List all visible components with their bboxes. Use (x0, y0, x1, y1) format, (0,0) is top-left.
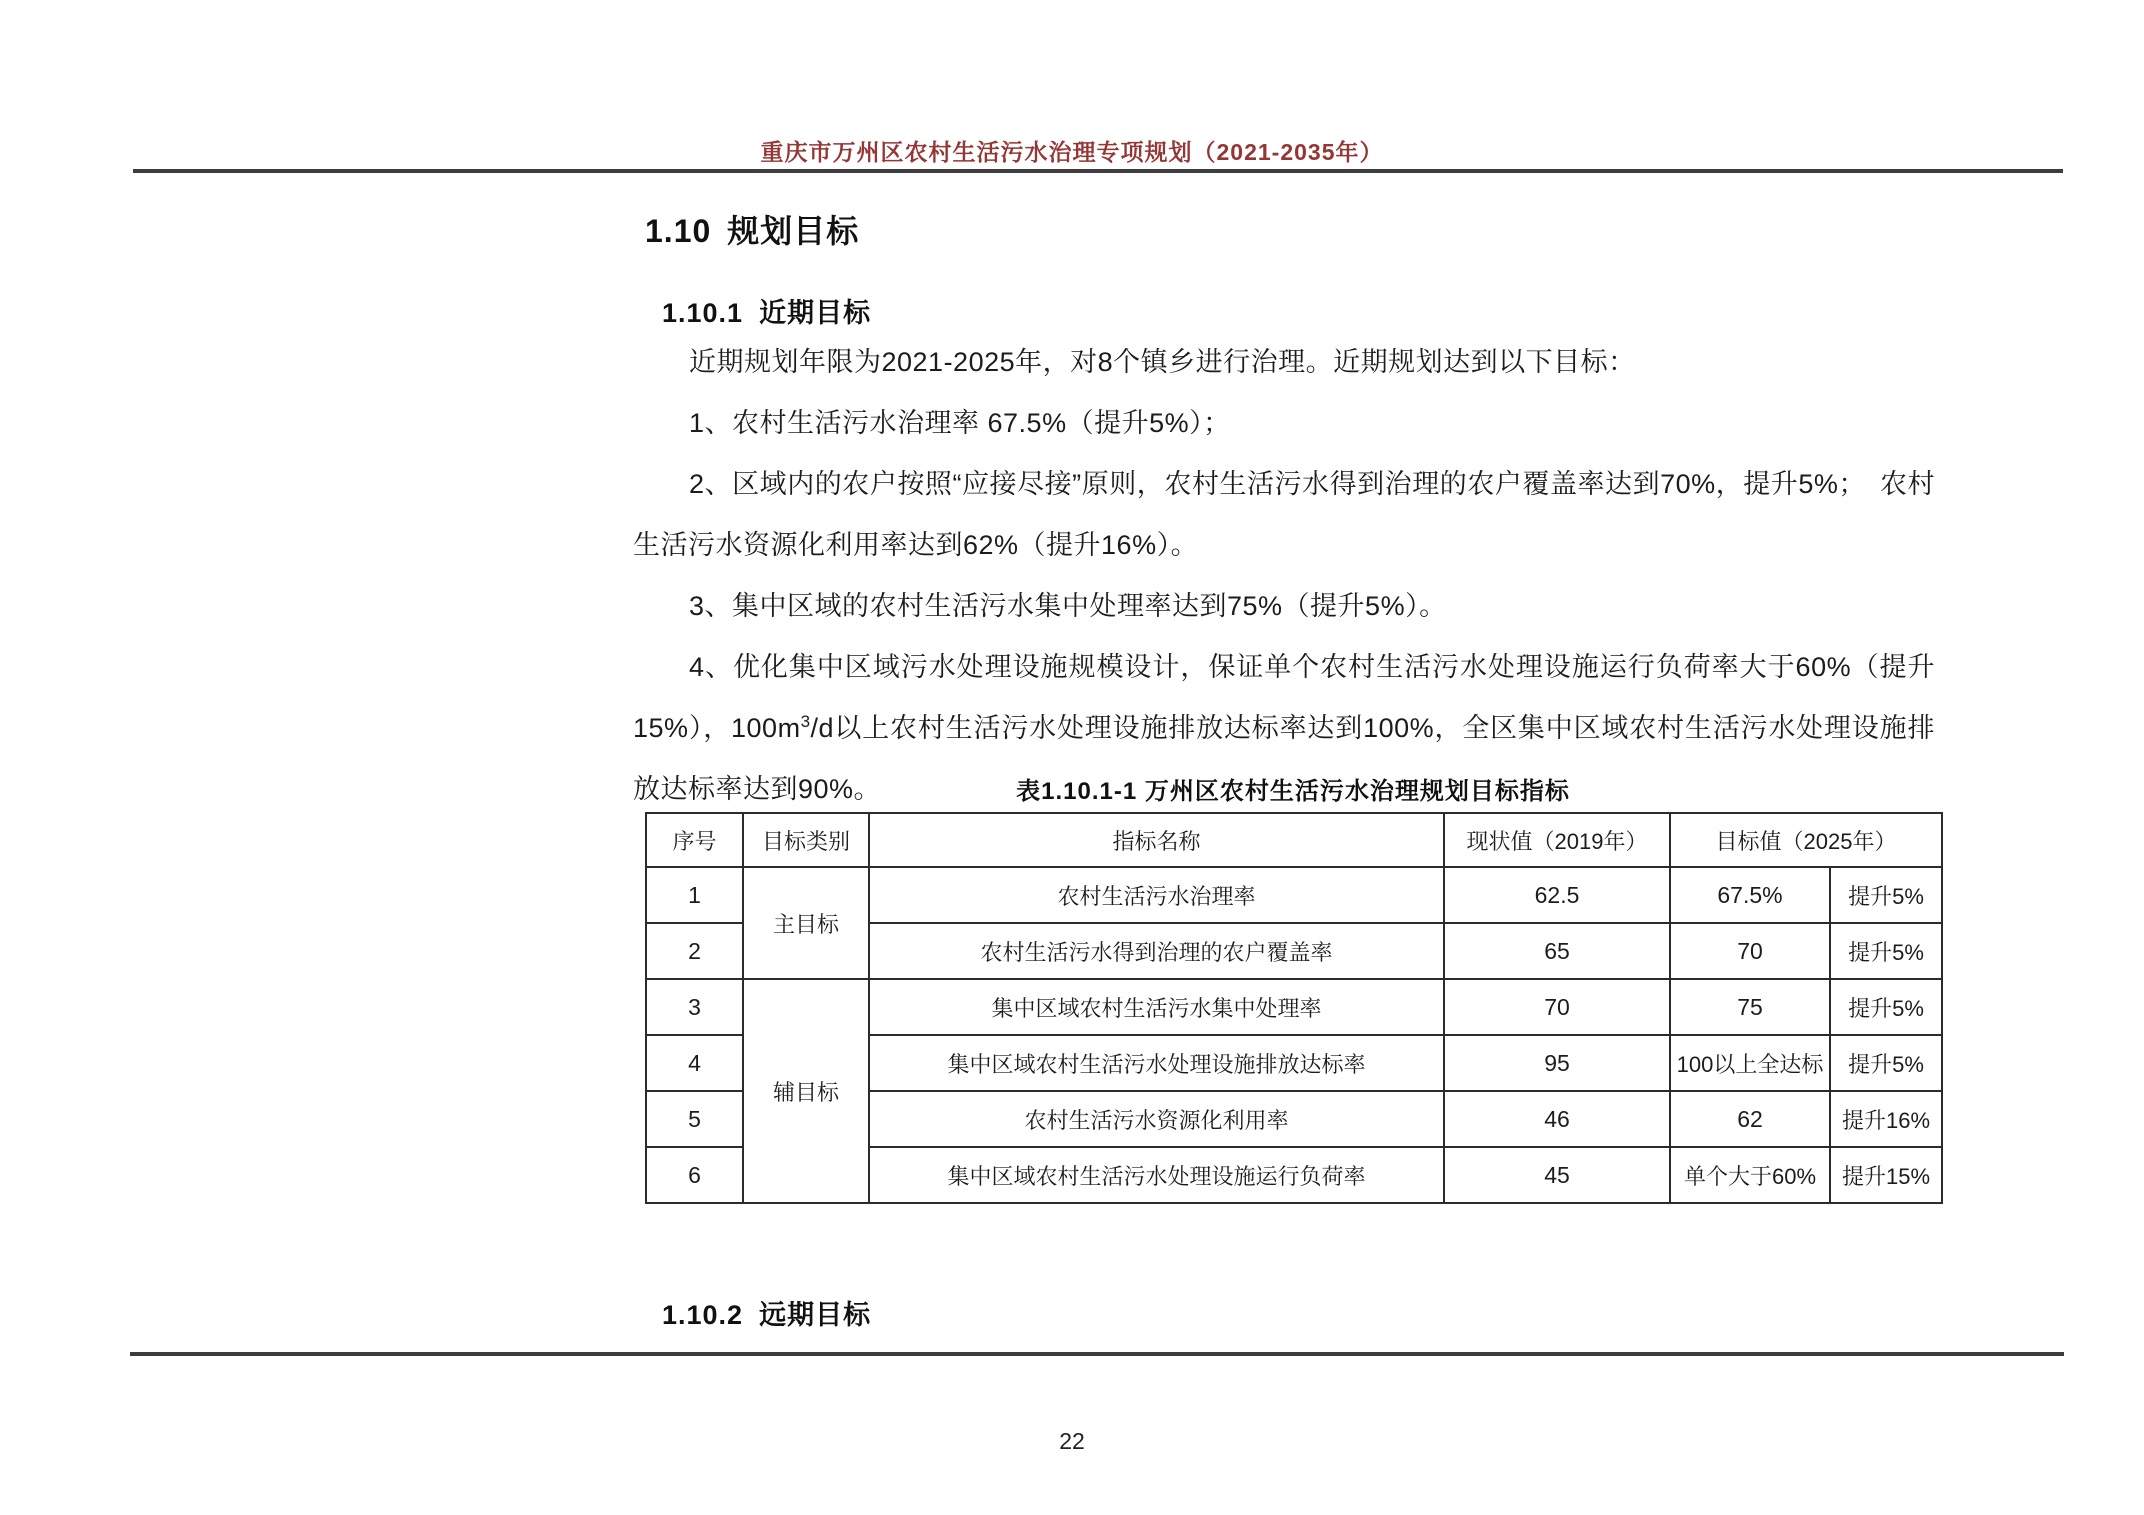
cell-current: 65 (1444, 923, 1670, 979)
cell-note: 提升5% (1830, 923, 1942, 979)
goal-4-text-cont: /d以上农村生活污水处理设施排放达标率达到100%，全区集中区域农村生活污水处理设施排放达标率达到90%。 (633, 713, 1935, 804)
col-header-indicator: 指标名称 (869, 813, 1444, 867)
section-title: 规划目标 (727, 213, 860, 249)
cell-no: 3 (646, 979, 743, 1035)
goals-table (645, 812, 1943, 1204)
section-title: 近期目标 (759, 298, 872, 328)
cell-current: 70 (1444, 979, 1670, 1035)
cell-no: 4 (646, 1035, 743, 1091)
cell-current: 62.5 (1444, 867, 1670, 923)
cell-category-aux: 辅目标 (743, 979, 869, 1203)
col-header-no: 序号 (646, 813, 743, 867)
cell-note: 提升15% (1830, 1147, 1942, 1203)
col-header-category: 目标类别 (743, 813, 869, 867)
table-row (646, 979, 1942, 1035)
col-header-target: 目标值（2025年） (1670, 813, 1942, 867)
cell-current: 46 (1444, 1091, 1670, 1147)
paragraph-goal-3: 3、集中区域的农村生活污水集中处理率达到75%（提升5%）。 (689, 591, 1447, 621)
superscript-3: 3 (800, 712, 811, 731)
cell-target: 67.5% (1670, 867, 1830, 923)
cell-indicator: 农村生活污水资源化利用率 (869, 1091, 1444, 1147)
cell-indicator: 农村生活污水得到治理的农户覆盖率 (869, 923, 1444, 979)
cell-indicator: 集中区域农村生活污水集中处理率 (869, 979, 1444, 1035)
cell-no: 1 (646, 867, 743, 923)
section-number: 1.10.2 (662, 1300, 744, 1330)
table-header-row (646, 813, 1942, 867)
section-heading-1-10 (645, 206, 859, 252)
cell-target: 单个大于60% (1670, 1147, 1830, 1203)
paragraph-goal-2: 2、区域内的农户按照“应接尽接”原则，农村生活污水得到治理的农户覆盖率达到70%，提升5%； 农村生活污水资源化利用率达到62%（提升16%）。 (633, 469, 1935, 560)
cell-category-main: 主目标 (743, 867, 869, 979)
document-header-title: 重庆市万州区农村生活污水治理专项规划（2021-2035年） (760, 139, 1384, 165)
cell-indicator: 集中区域农村生活污水处理设施运行负荷率 (869, 1147, 1444, 1203)
cell-indicator: 农村生活污水治理率 (869, 867, 1444, 923)
section-number: 1.10.1 (662, 298, 744, 328)
table-caption: 表1.10.1-1 万州区农村生活污水治理规划目标指标 (1016, 778, 1570, 805)
table-row (646, 867, 1942, 923)
goal-4-text: 4、优化集中区域污水处理设施规模设计，保证单个农村生活污水处理设施运行负荷率大于60%（提升15%），100m (633, 652, 1935, 743)
cell-no: 6 (646, 1147, 743, 1203)
cell-note: 提升16% (1830, 1091, 1942, 1147)
col-header-current: 现状值（2019年） (1444, 813, 1670, 867)
cell-target: 75 (1670, 979, 1830, 1035)
cell-target: 100以上全达标 (1670, 1035, 1830, 1091)
section-title: 远期目标 (759, 1300, 872, 1330)
paragraph-goal-1: 1、农村生活污水治理率 67.5%（提升5%）； (689, 408, 1231, 438)
cell-indicator: 集中区域农村生活污水处理设施排放达标率 (869, 1035, 1444, 1091)
cell-no: 2 (646, 923, 743, 979)
cell-note: 提升5% (1830, 1035, 1942, 1091)
cell-current: 95 (1444, 1035, 1670, 1091)
page-number: 22 (1059, 1428, 1085, 1454)
header-rule (133, 169, 2063, 173)
section-heading-1-10-1 (662, 291, 871, 330)
cell-current: 45 (1444, 1147, 1670, 1203)
goals-table-container (645, 812, 1943, 1204)
body-text-block (633, 332, 1935, 820)
cell-no: 5 (646, 1091, 743, 1147)
paragraph-intro: 近期规划年限为2021-2025年，对8个镇乡进行治理。近期规划达到以下目标： (689, 347, 1636, 377)
cell-note: 提升5% (1830, 979, 1942, 1035)
cell-note: 提升5% (1830, 867, 1942, 923)
cell-target: 62 (1670, 1091, 1830, 1147)
section-heading-1-10-2 (662, 1293, 871, 1332)
footer-rule (130, 1352, 2064, 1356)
cell-target: 70 (1670, 923, 1830, 979)
section-number: 1.10 (645, 213, 712, 249)
